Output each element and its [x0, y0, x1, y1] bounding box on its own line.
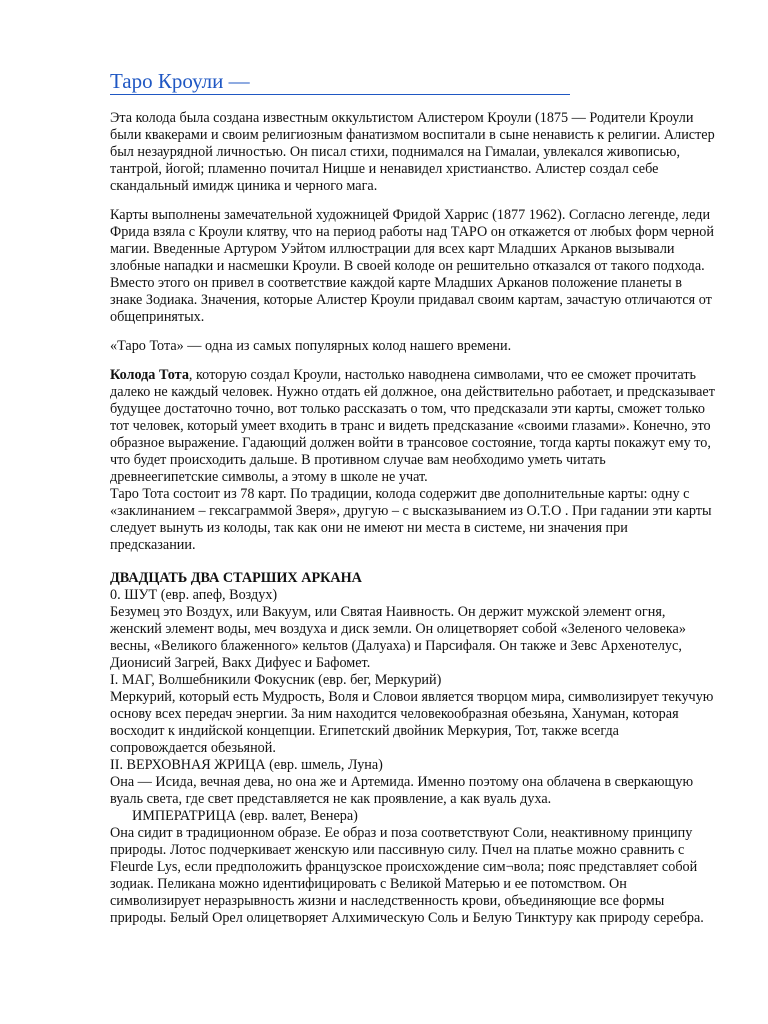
arcana-text-fool: Безумец это Воздух, или Вакуум, или Святая Наивность. Он держит мужской элемент огня, женский элемент воды, меч воздуха и диск земли. Он олицетворяет собой «Зеленого человека» весны, «Великого блаженного» кельтов (Далуаха) и Парсифаля. Он также и Зевс Архенотелус, Дионисий Загрей, Вакх Дифуес и Бафомет. [110, 604, 686, 671]
arcana-text-empress: Она сидит в традиционном образе. Ее образ и поза соответствуют Соли, неактивному принципу природы. Лотос подчеркивает женскую или пассивную силу. Пчел на платье можно сравнить с Fleurde Lys, если предположить французское происхождение сим¬вола; пояс представляет собой зодиак. Пеликана можно идентифицировать с Великой Матерью и ее потомством. Он символизирует неразрывность жизни и наследственность крови, объединяющие все формы природы. Белый Орел олицетворяет Алхимическую Соль и Белую Тинктуру как природу серебра. [110, 825, 704, 926]
arcana-text-high-priestess: Она — Исида, вечная дева, но она же и Артемида. Именно поэтому она облачена в сверкающую вуаль света, где свет представляется не как проявление, а как вуаль духа. [110, 774, 694, 807]
arcana-heading-high-priestess: II. ВЕРХОВНАЯ ЖРИЦА (евр. шмель, Луна) [110, 757, 383, 773]
paragraph-intro: Эта колода была создана известным оккультистом Алистером Кроули (1875 — Родители Кроули были квакерами и своим религиозным фанатизмом воспитали в сыне ненависть к религии. Алистер был незаурядной личностью. Он писал стихи, поднимался на Гималаи, увлекался живописью, тантрой, йогой; пламенно почитал Ницше и ненавидел христианство. Алистер создал себе скандальный имидж циника и черного мага. [110, 110, 715, 194]
spacer [110, 554, 715, 570]
arcana-text-magician: Меркурий, который есть Мудрость, Воля и Словои является творцом мира, символизирует текучую основу всех передач энергии. За ним находится человекообразная обезьяна, Хануман, которая восходит к индийской концепции. Египетский двойник Меркурия, Тот, также всегда сопровождается обезьяной. [110, 689, 714, 756]
paragraph-frida-harris: Карты выполнены замечательной художницей Фридой Харрис (1877 1962). Согласно легенде, леди Фрида взяла с Кроули клятву, что на период работы над ТАРО он откажется от любых форм черной магии. Введенные Артуром Уэйтом иллюстрации для всех карт Младших Арканов вызывали злобные нападки и насмешки Кроули. В своей колоде он решительно отказался от такого подхода. Вместо этого он привел в соответствие каждой карте Младших Арканов положение планеты в знаке Зодиака. Значения, которые Алистер Кроули придавал своим картам, зачастую отличаются от общепринятых. [110, 207, 714, 325]
arcana-heading-empress: ИМПЕРАТРИЦА (евр. валет, Венера) [132, 808, 358, 824]
arcana-heading-fool: 0. ШУТ (евр. апеф, Воздух) [110, 587, 278, 603]
paragraph-thoth-popular: «Таро Тота» — одна из самых популярных колод нашего времени. [110, 338, 512, 354]
section-heading: ДВАДЦАТЬ ДВА СТАРШИХ АРКАНА [110, 570, 362, 586]
paragraph-thoth-deck [110, 367, 715, 486]
thoth-deck-text: , которую создал Кроули, настолько наводнена символами, что ее сможет прочитать далеко не каждый человек. Нужно отдать ей должное, она действительно работает, и предсказывает будущее достаточно точно, вот только рассказать о том, что предсказали эти карты, сможет только тот человек, который умеет входить в транс и видеть предсказание «своими глазами». Конечно, это образное выражение. Гадающий должен войти в трансовое состояние, тогда карты покажут ему то, что будет происходить дальше. В противном случае вам необходимо уметь читать древнеегипетские символы, а этому в школе не учат. [110, 367, 715, 485]
thoth-deck-bold: Колода Тота [110, 367, 189, 383]
document-page [110, 68, 715, 927]
arcana-heading-magician: I. МАГ, Волшебникили Фокусник (евр. бег, Меркурий) [110, 672, 442, 688]
page-title: Таро Кроули — [110, 68, 570, 95]
paragraph-78-cards: Таро Тота состоит из 78 карт. По традиции, колода содержит две дополнительные карты: одну с «заклинанием – гексаграммой Зверя», другую – с высказыванием из О.Т.О . При гадании эти карты следует вынуть из колоды, так как они не имеют ни места в системе, ни значения при предсказании. [110, 486, 712, 553]
